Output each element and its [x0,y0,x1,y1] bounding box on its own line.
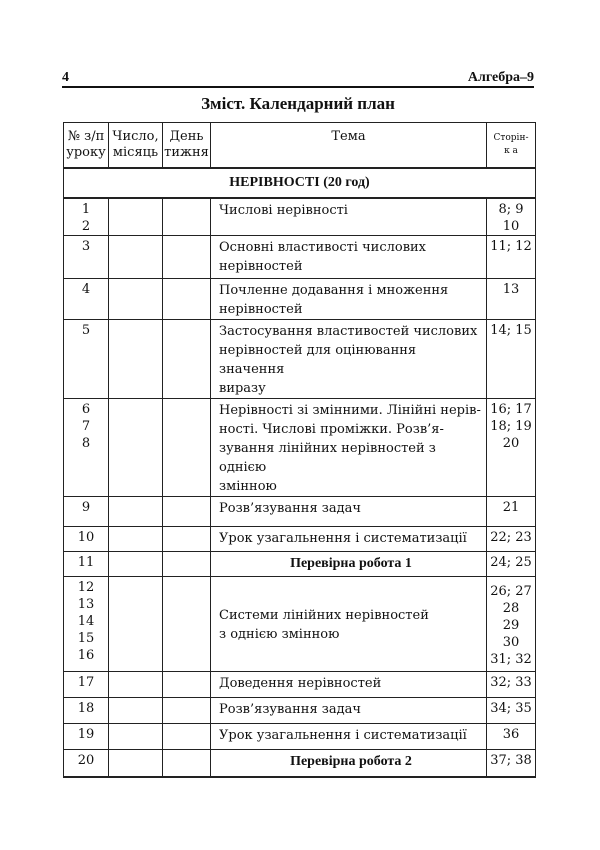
lesson-topic [211,279,487,320]
lesson-number-line: 12 [77,580,95,595]
lesson-number [64,698,109,724]
page-numbers-line: 30 [502,635,520,650]
lesson-number-line: 9 [81,500,91,515]
lesson-topic-line: ності. Числові проміжки. Розв’я- [219,422,444,437]
lesson-number-line: 14 [77,614,95,629]
page-numbers [487,698,536,724]
lesson-number-line: 11 [77,555,95,570]
date-cell [109,198,163,236]
lesson-number [64,399,109,497]
lesson-number-line: 20 [77,753,95,768]
page-numbers-line: 28 [502,601,520,616]
page-numbers-line: 11; 12 [490,239,532,254]
page-numbers-line: 34; 35 [490,701,532,716]
col-header-weekday: День тижня [163,123,211,168]
date-cell [109,672,163,698]
lesson-topic [211,698,487,724]
lesson-topic-line: Перевірна робота 1 [290,556,412,571]
page-numbers [487,320,536,399]
page-numbers [487,198,536,236]
lesson-number-line: 16 [77,648,95,663]
lesson-number-line: 19 [77,727,95,742]
weekday-cell [163,672,211,698]
page-numbers [487,497,536,527]
page-numbers-line: 20 [502,436,520,451]
lesson-topic-line: нерівностей [219,259,303,274]
weekday-cell [163,527,211,552]
page-numbers [487,750,536,777]
lesson-topic-line: Перевірна робота 2 [290,754,412,769]
lesson-topic-line: Застосування властивостей числових [219,324,478,339]
lesson-topic-line: зування лінійних нерівностей з однією [219,441,436,475]
page-numbers-line: 32; 33 [490,675,532,690]
table-row [64,497,536,527]
weekday-cell [163,497,211,527]
lesson-topic [211,399,487,497]
date-cell [109,724,163,750]
page-numbers-line: 10 [502,218,520,234]
lesson-number-line: 17 [77,675,95,690]
page-numbers-line: 13 [502,282,520,297]
lesson-number-line: 1 [81,201,91,217]
date-cell [109,399,163,497]
page-numbers [487,724,536,750]
lesson-number-line: 2 [81,218,91,234]
date-cell [109,698,163,724]
page-numbers [487,552,536,577]
lesson-number-line: 4 [81,282,91,297]
lesson-topic-line: нерівностей [219,302,303,317]
table-row [64,279,536,320]
lesson-number [64,497,109,527]
page-numbers [487,672,536,698]
table-header-row [64,123,536,168]
weekday-cell [163,320,211,399]
lesson-number-line: 7 [81,419,91,434]
page-numbers-line: 21 [502,500,520,515]
page-numbers-line: 26; 27 [490,584,532,599]
lesson-number [64,552,109,577]
col-header-date: Число, місяць [109,123,163,168]
page-numbers [487,279,536,320]
table-row [64,527,536,552]
table-row [64,198,536,236]
lesson-number [64,577,109,672]
page-numbers-line: 37; 38 [490,753,532,768]
lesson-topic-line: з однією змінною [219,627,340,642]
page-numbers-line: 29 [502,618,520,633]
lesson-topic-line: Доведення нерівностей [219,676,382,691]
lesson-topic [211,236,487,279]
lesson-topic [211,527,487,552]
page-numbers-line: 31; 32 [490,652,532,667]
date-cell [109,320,163,399]
page-numbers [487,236,536,279]
lesson-topic-line: змінною [219,479,277,494]
lesson-topic-line: Системи лінійних нерівностей [219,608,429,623]
table-row [64,577,536,672]
lesson-number-line: 5 [81,323,91,338]
section-row [64,168,536,198]
page-numbers-line: 18; 19 [490,419,532,434]
lesson-number [64,236,109,279]
col-header-topic: Тема [211,123,487,168]
lesson-topic-line: Числові нерівності [219,202,348,218]
page-numbers [487,527,536,552]
lesson-topic [211,577,487,672]
table-row [64,552,536,577]
lesson-topic-line: Розв’язування задач [219,702,361,717]
table-row [64,320,536,399]
table-row [64,399,536,497]
table-row [64,724,536,750]
lesson-topic-line: Урок узагальнення і систематизації [219,728,467,743]
lesson-topic-line: Розв’язування задач [219,501,361,516]
date-cell [109,236,163,279]
lesson-topic [211,750,487,777]
date-cell [109,279,163,320]
lesson-number [64,527,109,552]
lesson-topic [211,497,487,527]
section-title: НЕРІВНОСТІ (20 год) [64,168,536,198]
weekday-cell [163,198,211,236]
lesson-topic [211,198,487,236]
table-row [64,698,536,724]
weekday-cell [163,698,211,724]
lesson-number [64,198,109,236]
date-cell [109,750,163,777]
lesson-topic [211,552,487,577]
weekday-cell [163,279,211,320]
page-header [62,70,534,88]
lesson-topic-line: виразу [219,381,266,396]
lesson-number-line: 10 [77,530,95,545]
lesson-number-line: 18 [77,701,95,716]
date-cell [109,577,163,672]
lesson-number [64,320,109,399]
lesson-topic [211,672,487,698]
weekday-cell [163,399,211,497]
col-header-number: № з/п уроку [64,123,109,168]
page-numbers [487,399,536,497]
lesson-number-line: 13 [77,597,95,612]
page-numbers-line: 22; 23 [490,530,532,545]
lesson-number [64,750,109,777]
weekday-cell [163,552,211,577]
weekday-cell [163,750,211,777]
table-row [64,750,536,777]
lesson-number-line: 6 [81,402,91,417]
date-cell [109,497,163,527]
lesson-topic-line: нерівностей для оцінювання значення [219,343,417,377]
page-numbers [487,577,536,672]
col-header-pages: Сторін- к а [487,123,536,168]
lesson-topic-line: Урок узагальнення і систематизації [219,531,467,546]
page-title: Зміст. Календарний план [201,94,395,113]
page-numbers-line: 14; 15 [490,323,532,338]
lesson-number-line: 3 [81,239,91,254]
page-numbers-line: 8; 9 [498,201,524,217]
weekday-cell [163,724,211,750]
lesson-number [64,724,109,750]
page-number: 4 [62,70,69,85]
page-numbers-line: 24; 25 [490,555,532,570]
lesson-topic [211,320,487,399]
page-numbers-line: 36 [502,727,520,742]
lesson-topic [211,724,487,750]
weekday-cell [163,577,211,672]
lesson-topic-line: Почленне додавання і множення [219,283,449,298]
table-row [64,236,536,279]
date-cell [109,527,163,552]
lesson-number [64,279,109,320]
weekday-cell [163,236,211,279]
table-row [64,672,536,698]
lesson-number [64,672,109,698]
subject-title: Алгебра–9 [467,70,534,85]
lesson-topic-line: Нерівності зі змінними. Лінійні нерів- [219,403,481,418]
date-cell [109,552,163,577]
lesson-number-line: 8 [81,436,91,451]
lesson-number-line: 15 [77,631,95,646]
calendar-plan-table [63,122,536,778]
lesson-topic-line: Основні властивості числових [219,240,427,255]
page-numbers-line: 16; 17 [490,402,532,417]
